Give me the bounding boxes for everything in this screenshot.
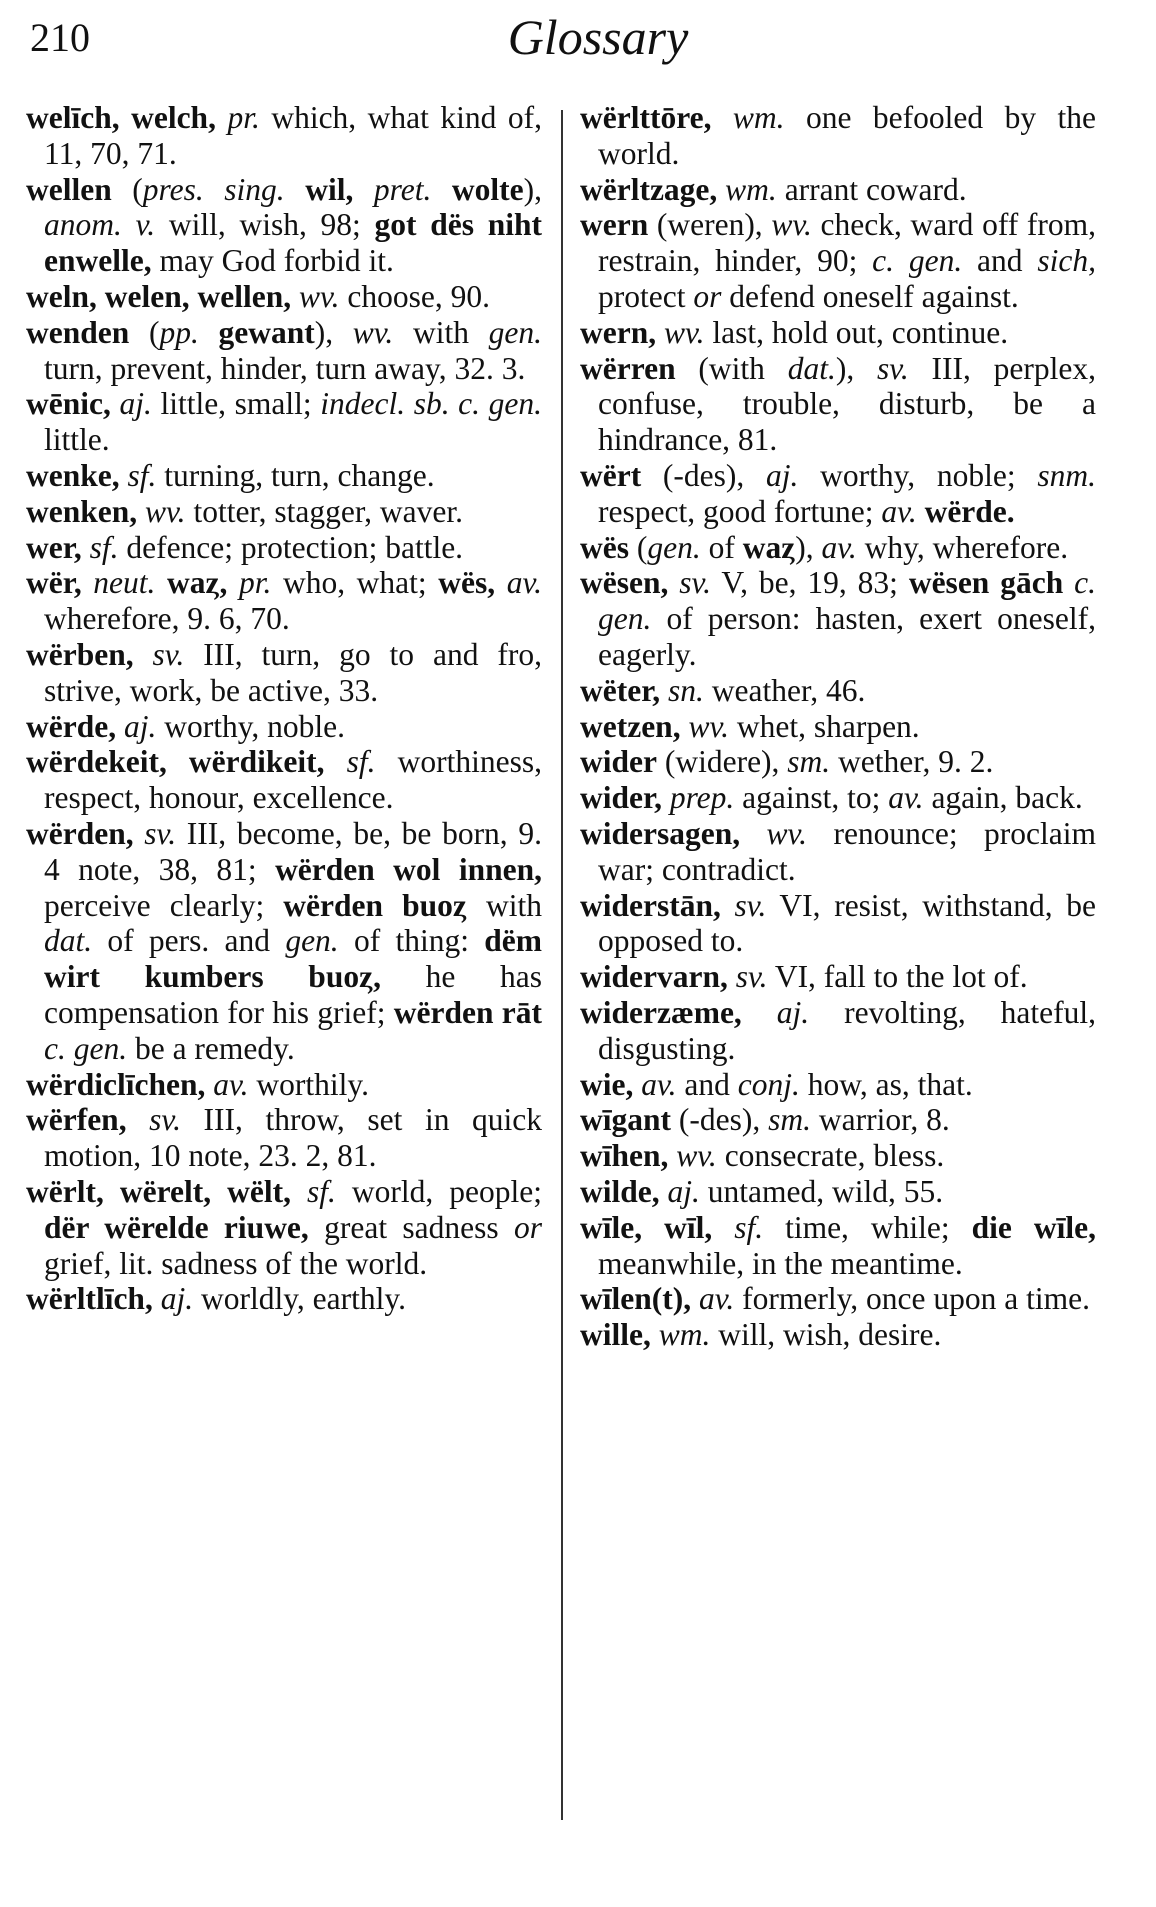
headword: die wīle, [971,1209,1096,1245]
glossary-entry [26,1281,542,1317]
grammar-label: sv. [133,815,177,851]
headword: wenken, [26,493,138,529]
definition-text: renounce; proclaim war; contradict. [598,815,1096,887]
grammar-label: anom. v. [44,207,156,243]
definition-text: of pers. and [92,923,286,959]
headword: weln, welen, wellen, [26,278,292,314]
definition-text: protect [598,278,694,314]
glossary-entry [26,458,542,494]
glossary-entry [26,494,542,530]
definition-text: he has compensation for his grief; [44,959,542,1030]
definition-text: defence; protection; battle. [118,529,464,565]
definition-text: little, small; [151,386,321,422]
glossary-entry [580,315,1096,351]
headword: wërdiclīchen, [26,1066,206,1102]
headword: wësen, [580,565,669,601]
definition-text [285,172,306,207]
glossary-entry [580,673,1096,709]
glossary-entry [580,780,1096,816]
definition-text: and [676,1066,738,1102]
definition-text: time, while; [763,1209,972,1245]
definition-text: why, wherefore. [856,529,1069,565]
glossary-entry [580,1174,1096,1210]
headword: wilde, [580,1173,660,1209]
headword: dëm wirt kumbers buoȥ, [44,923,543,995]
glossary-entry [580,530,1096,566]
glossary-entry [580,100,1096,172]
glossary-entry [26,637,542,709]
glossary-entry [26,315,542,387]
grammar-label: sv. [133,636,185,672]
grammar-label: sf. [324,744,376,780]
definition-text: turning, turn, change. [156,457,435,493]
grammar-label: snm. [1037,457,1096,493]
glossary-entry [26,1174,542,1281]
glossary-entry [26,386,542,458]
glossary-entry [580,1281,1096,1317]
grammar-label: wm. [650,1317,711,1353]
definition-text: ( [629,529,648,565]
definition-text: arrant coward. [776,171,967,207]
column-divider [561,110,563,1820]
definition-text: ( [129,314,160,350]
glossary-entry [580,1102,1096,1138]
definition-text: ), [314,314,334,350]
headword: widervarn, [580,959,728,995]
grammar-label: av. [813,529,857,565]
grammar-label: or [513,1209,542,1245]
definition-text: check, ward off from, restrain, hinder, 90; [598,207,1096,279]
glossary-entry [580,744,1096,780]
definition-text: formerly, once upon a time. [734,1281,1090,1317]
grammar-label: pres. sing. [142,171,285,207]
definition-text: (-des), [641,457,745,493]
headword: wërden rāt [393,994,542,1030]
definition-text: defend oneself against. [721,278,1019,314]
headword: wër, [26,565,82,601]
headword: wēnic, [26,386,111,422]
headword: wërren [580,350,676,386]
glossary-entry [26,744,542,816]
definition-text: world, people; [335,1173,542,1209]
headword: wësen gāch [908,565,1064,601]
definition-text: III, become, be, be born, 9. 4 note, 38, 81; [44,815,543,887]
definition-text: great sadness [308,1209,514,1245]
definition-text: III, throw, set in quick motion, 10 note, 23. 2, 81. [44,1102,543,1174]
grammar-label: sf. [119,457,157,493]
glossary-entry [580,458,1096,530]
page-number: 210 [30,15,90,60]
definition-text: VI, resist, withstand, be opposed to. [598,887,1097,959]
glossary-entry [26,709,542,745]
headword: widersagen, [580,815,741,851]
headword: wërden wol innen, [275,851,542,887]
glossary-entry [580,1067,1096,1103]
definition-text: (weren), [648,207,763,243]
definition-text: which, what kind of, 11, 70, 71. [44,100,542,171]
definition-text: wether, 9. 2. [830,744,994,780]
definition-text: worthy, noble; [798,457,1038,493]
definition-text: worthy, noble. [156,708,346,744]
glossary-entry [580,565,1096,672]
grammar-label: sm. [760,1102,811,1138]
headword: gewant [198,314,315,350]
headword: wërt [580,457,642,493]
definition-text: of thing: [338,923,485,959]
headword: wërdekeit, wërdikeit, [26,744,325,780]
definition-text: one befooled by the world. [598,100,1096,171]
grammar-label: sf. [81,529,119,565]
grammar-label: aj. [116,708,157,744]
definition-text: last, hold out, continue. [704,314,1009,350]
grammar-label: wm. [711,100,785,135]
definition-text: (with [675,350,788,386]
glossary-entry [26,100,542,172]
grammar-label: wm. [717,171,777,207]
definition-text: VI, fall to the lot of. [767,959,1028,995]
definition-text: and [962,243,1038,279]
grammar-label: wv. [333,314,394,350]
glossary-entry [580,995,1096,1067]
glossary-entry [580,1317,1096,1353]
headword: wer, [26,529,82,565]
grammar-label: neut. [81,565,156,601]
definition-text: wherefore, 9. 6, 70. [44,601,290,637]
grammar-label: or [693,278,722,314]
headword: wërlttōre, [580,100,712,135]
glossary-entry [26,172,542,279]
headword: wërden buoȥ [283,887,467,923]
definition-text: worthiness, respect, honour, excellence. [44,744,542,816]
glossary-entry [26,1102,542,1174]
headword: wīle, wīl, [580,1209,713,1245]
headword: wenden [26,314,130,350]
definition-text: against, to; [734,780,889,816]
headword: wës [580,529,629,565]
grammar-label: sv. [668,565,712,601]
definition-text: III, perplex, confuse, trouble, disturb, be a hindrance, 81. [598,350,1096,458]
definition-text: of [700,529,743,565]
grammar-label: gen. [285,923,339,959]
page-title: Glossary [507,9,689,65]
grammar-label: pret. [373,171,432,207]
grammar-label: aj. [152,1281,194,1317]
headword: wërlt, wërelt, wëlt, [26,1173,291,1209]
glossary-entry [26,530,542,566]
definition-text: respect, good fortune; [598,493,882,529]
grammar-label: sn. [660,672,704,708]
definition-text: totter, stagger, waver. [185,493,463,529]
definition-text: may God forbid it. [151,243,394,279]
grammar-label: av. [888,780,924,816]
grammar-label: pp. [159,314,199,350]
grammar-label: av. [691,1281,735,1317]
definition-text: ), [835,350,855,386]
grammar-label: wv. [291,278,340,314]
definition-text: will, wish, desire. [710,1317,942,1353]
definition-text: turn, prevent, hinder, turn away, 32. 3. [44,350,526,386]
grammar-label: prep. [661,780,735,816]
grammar-label: sf. [290,1173,336,1209]
definition-text: ), [523,171,543,207]
definition-text: ), [795,529,814,565]
grammar-label: wv. [656,314,705,350]
definition-text: how, as, that. [799,1066,973,1102]
grammar-label: pr. [227,565,272,601]
glossary-entry [26,279,542,315]
glossary-entry [26,565,542,637]
glossary-entry [580,816,1096,888]
headword: wërfen, [26,1102,127,1138]
headword: wīhen, [580,1138,669,1174]
definition-text: ( [111,171,143,207]
headword: wërden, [26,815,134,851]
grammar-label: sv. [854,350,909,386]
glossary-entry [580,709,1096,745]
grammar-label: pr. [215,100,260,135]
grammar-label: aj. [744,457,799,493]
glossary-entry [580,351,1096,458]
definition-text: V, be, 19, 83; [711,565,909,601]
headword: widerzæme, [580,994,742,1030]
headword: widerstān, [580,887,721,923]
definition-text: worldly, earthly. [193,1281,406,1317]
headword: wërltlīch, [26,1281,153,1317]
definition-text [353,172,374,207]
headword: dër wërelde riuwe, [44,1209,309,1245]
definition-text: untamed, wild, 55. [699,1173,944,1209]
headword: wenke, [26,457,120,493]
headword: wider, [580,780,662,816]
grammar-label: aj. [659,1173,700,1209]
grammar-label: av. [881,493,917,529]
definition-text [431,172,452,207]
headword: got dës niht enwelle, [44,207,543,279]
grammar-label: av. [205,1066,249,1102]
headword: wës, [438,565,496,601]
headword: wīgant [580,1102,672,1138]
grammar-label: wv. [137,493,186,529]
grammar-label: wv. [668,1138,717,1174]
definition-text: perceive clearly; [44,887,284,923]
grammar-label: gen. [488,314,542,350]
glossary-entry [26,1067,542,1103]
definition-text: (widere), [656,744,780,780]
headword: wellen [26,171,112,207]
glossary-entry [580,172,1096,208]
grammar-label: aj. [741,994,810,1030]
grammar-label: av. [495,565,542,601]
headword: wërltzage, [580,171,718,207]
grammar-label: dat. [787,350,836,386]
definition-text: will, wish, 98; [155,207,375,243]
definition-text: with [466,887,542,923]
headword: wolte [451,171,524,207]
headword: wil, [305,171,354,207]
definition-text: consecrate, bless. [716,1138,945,1174]
glossary-entry [580,959,1096,995]
grammar-label: sich, [1037,243,1096,279]
headword: wërde, [26,708,117,744]
glossary-entry [580,207,1096,314]
glossary-column-right [580,100,1096,1353]
glossary-column-left [26,100,542,1317]
headword: welīch, welch, [26,100,216,135]
grammar-label: conj. [737,1066,800,1102]
definition-text: III, turn, go to and fro, strive, work, be active, 33. [44,636,542,708]
headword: wëter, [580,672,661,708]
grammar-label: indecl. sb. c. gen. [320,386,542,422]
grammar-label: sf. [712,1209,764,1245]
headword: wërben, [26,636,134,672]
definition-text: whet, sharpen. [728,708,920,744]
grammar-label: sv. [720,887,767,923]
grammar-label: wv. [740,815,808,851]
definition-text: choose, 90. [339,278,490,314]
definition-text: who, what; [271,565,439,601]
definition-text: of person: hasten, exert oneself, eagerly. [598,601,1096,672]
glossary-entry [580,888,1096,960]
grammar-label: aj. [110,386,152,422]
headword: wern, [580,314,657,350]
definition-text: worthily. [248,1066,369,1102]
grammar-label: gen. [647,529,701,565]
glossary-entry [580,1210,1096,1282]
definition-text: again, back. [923,780,1083,816]
definition-text: weather, 46. [703,672,866,708]
grammar-label: sv. [126,1102,181,1138]
grammar-label: wv. [762,207,812,243]
glossary-entry [26,816,542,1067]
grammar-label: av. [633,1066,677,1102]
headword: wetzen, [580,708,681,744]
headword: waȥ, [155,565,228,601]
definition-text: meanwhile, in the meantime. [598,1245,963,1281]
grammar-label: wv. [680,708,729,744]
definition-text: with [393,314,489,350]
definition-text: (-des), [671,1102,761,1138]
headword: wërde. [916,493,1015,529]
headword: wider [580,744,657,780]
grammar-label: c. gen. [598,565,1096,637]
glossary-entry [580,1138,1096,1174]
definition-text: be a remedy. [127,1030,295,1066]
headword: waȥ [742,529,796,565]
headword: wie, [580,1066,634,1102]
headword: wīlen(t), [580,1281,692,1317]
headword: wille, [580,1317,651,1353]
grammar-label: c. gen. [872,243,963,279]
grammar-label: sv. [727,959,768,995]
definition-text: grief, lit. sadness of the world. [44,1245,428,1281]
grammar-label: c. gen. [44,1030,128,1066]
definition-text: warrior, 8. [811,1102,950,1138]
grammar-label: sm. [779,744,831,780]
definition-text: little. [44,422,110,458]
headword: wern [580,207,649,243]
grammar-label: dat. [44,923,93,959]
definition-text: revolting, hateful, disgusting. [598,994,1096,1066]
